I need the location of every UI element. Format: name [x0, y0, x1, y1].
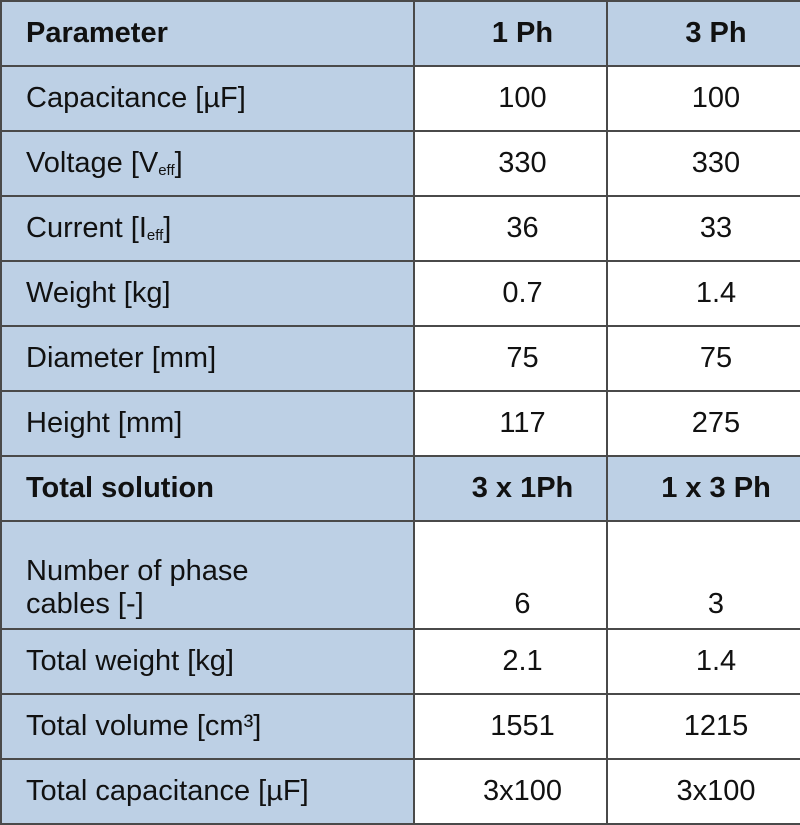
label-subscript: eff — [146, 227, 164, 245]
header-3ph: 3 Ph — [607, 1, 800, 66]
table-row — [1, 131, 800, 196]
table-header-row — [1, 1, 800, 66]
cell-value: 3x100 — [607, 759, 800, 824]
row-label-current — [1, 196, 414, 261]
header-1x3ph: 1 x 3 Ph — [607, 456, 800, 521]
cell-value: 1551 — [414, 694, 607, 759]
header-3x1ph: 3 x 1Ph — [414, 456, 607, 521]
table-row — [1, 759, 800, 824]
label-text: Voltage [V — [26, 147, 159, 180]
cell-value: 0.7 — [414, 261, 607, 326]
table-row — [1, 391, 800, 456]
row-label-height: Height [mm] — [1, 391, 414, 456]
header-total-solution: Total solution — [1, 456, 414, 521]
cell-value: 330 — [414, 131, 607, 196]
cell-value: 117 — [414, 391, 607, 456]
row-label-weight: Weight [kg] — [1, 261, 414, 326]
cell-value: 100 — [414, 66, 607, 131]
label-subscript: eff — [158, 162, 175, 180]
row-label-voltage — [1, 131, 414, 196]
row-label-capacitance: Capacitance [µF] — [1, 66, 414, 131]
cell-value: 100 — [607, 66, 800, 131]
cell-value: 3x100 — [414, 759, 607, 824]
table-row — [1, 521, 800, 629]
total-solution-header-row — [1, 456, 800, 521]
cell-value: 75 — [414, 326, 607, 391]
cell-value: 3 — [607, 521, 800, 629]
row-label-total-capacitance: Total capacitance [µF] — [1, 759, 414, 824]
header-parameter: Parameter — [1, 1, 414, 66]
cell-value: 75 — [607, 326, 800, 391]
row-label-total-weight: Total weight [kg] — [1, 629, 414, 694]
table-row — [1, 261, 800, 326]
cell-value: 275 — [607, 391, 800, 456]
header-1ph: 1 Ph — [414, 1, 607, 66]
label-line: Number of phase — [26, 555, 249, 588]
cell-value: 2.1 — [414, 629, 607, 694]
row-label-phase-cables — [1, 521, 414, 629]
label-text: ] — [174, 147, 183, 180]
table-row — [1, 196, 800, 261]
table-row — [1, 694, 800, 759]
cell-value: 6 — [414, 521, 607, 629]
cell-value: 1215 — [607, 694, 800, 759]
table-row — [1, 629, 800, 694]
label-text: ] — [163, 212, 172, 245]
table-row — [1, 66, 800, 131]
cell-value: 36 — [414, 196, 607, 261]
table-row — [1, 326, 800, 391]
cell-value: 1.4 — [607, 261, 800, 326]
cell-value: 33 — [607, 196, 800, 261]
row-label-diameter: Diameter [mm] — [1, 326, 414, 391]
cell-value: 1.4 — [607, 629, 800, 694]
label-line: cables [-] — [26, 587, 144, 620]
label-text: Current [I — [26, 212, 147, 245]
row-label-total-volume: Total volume [cm³] — [1, 694, 414, 759]
cell-value: 330 — [607, 131, 800, 196]
